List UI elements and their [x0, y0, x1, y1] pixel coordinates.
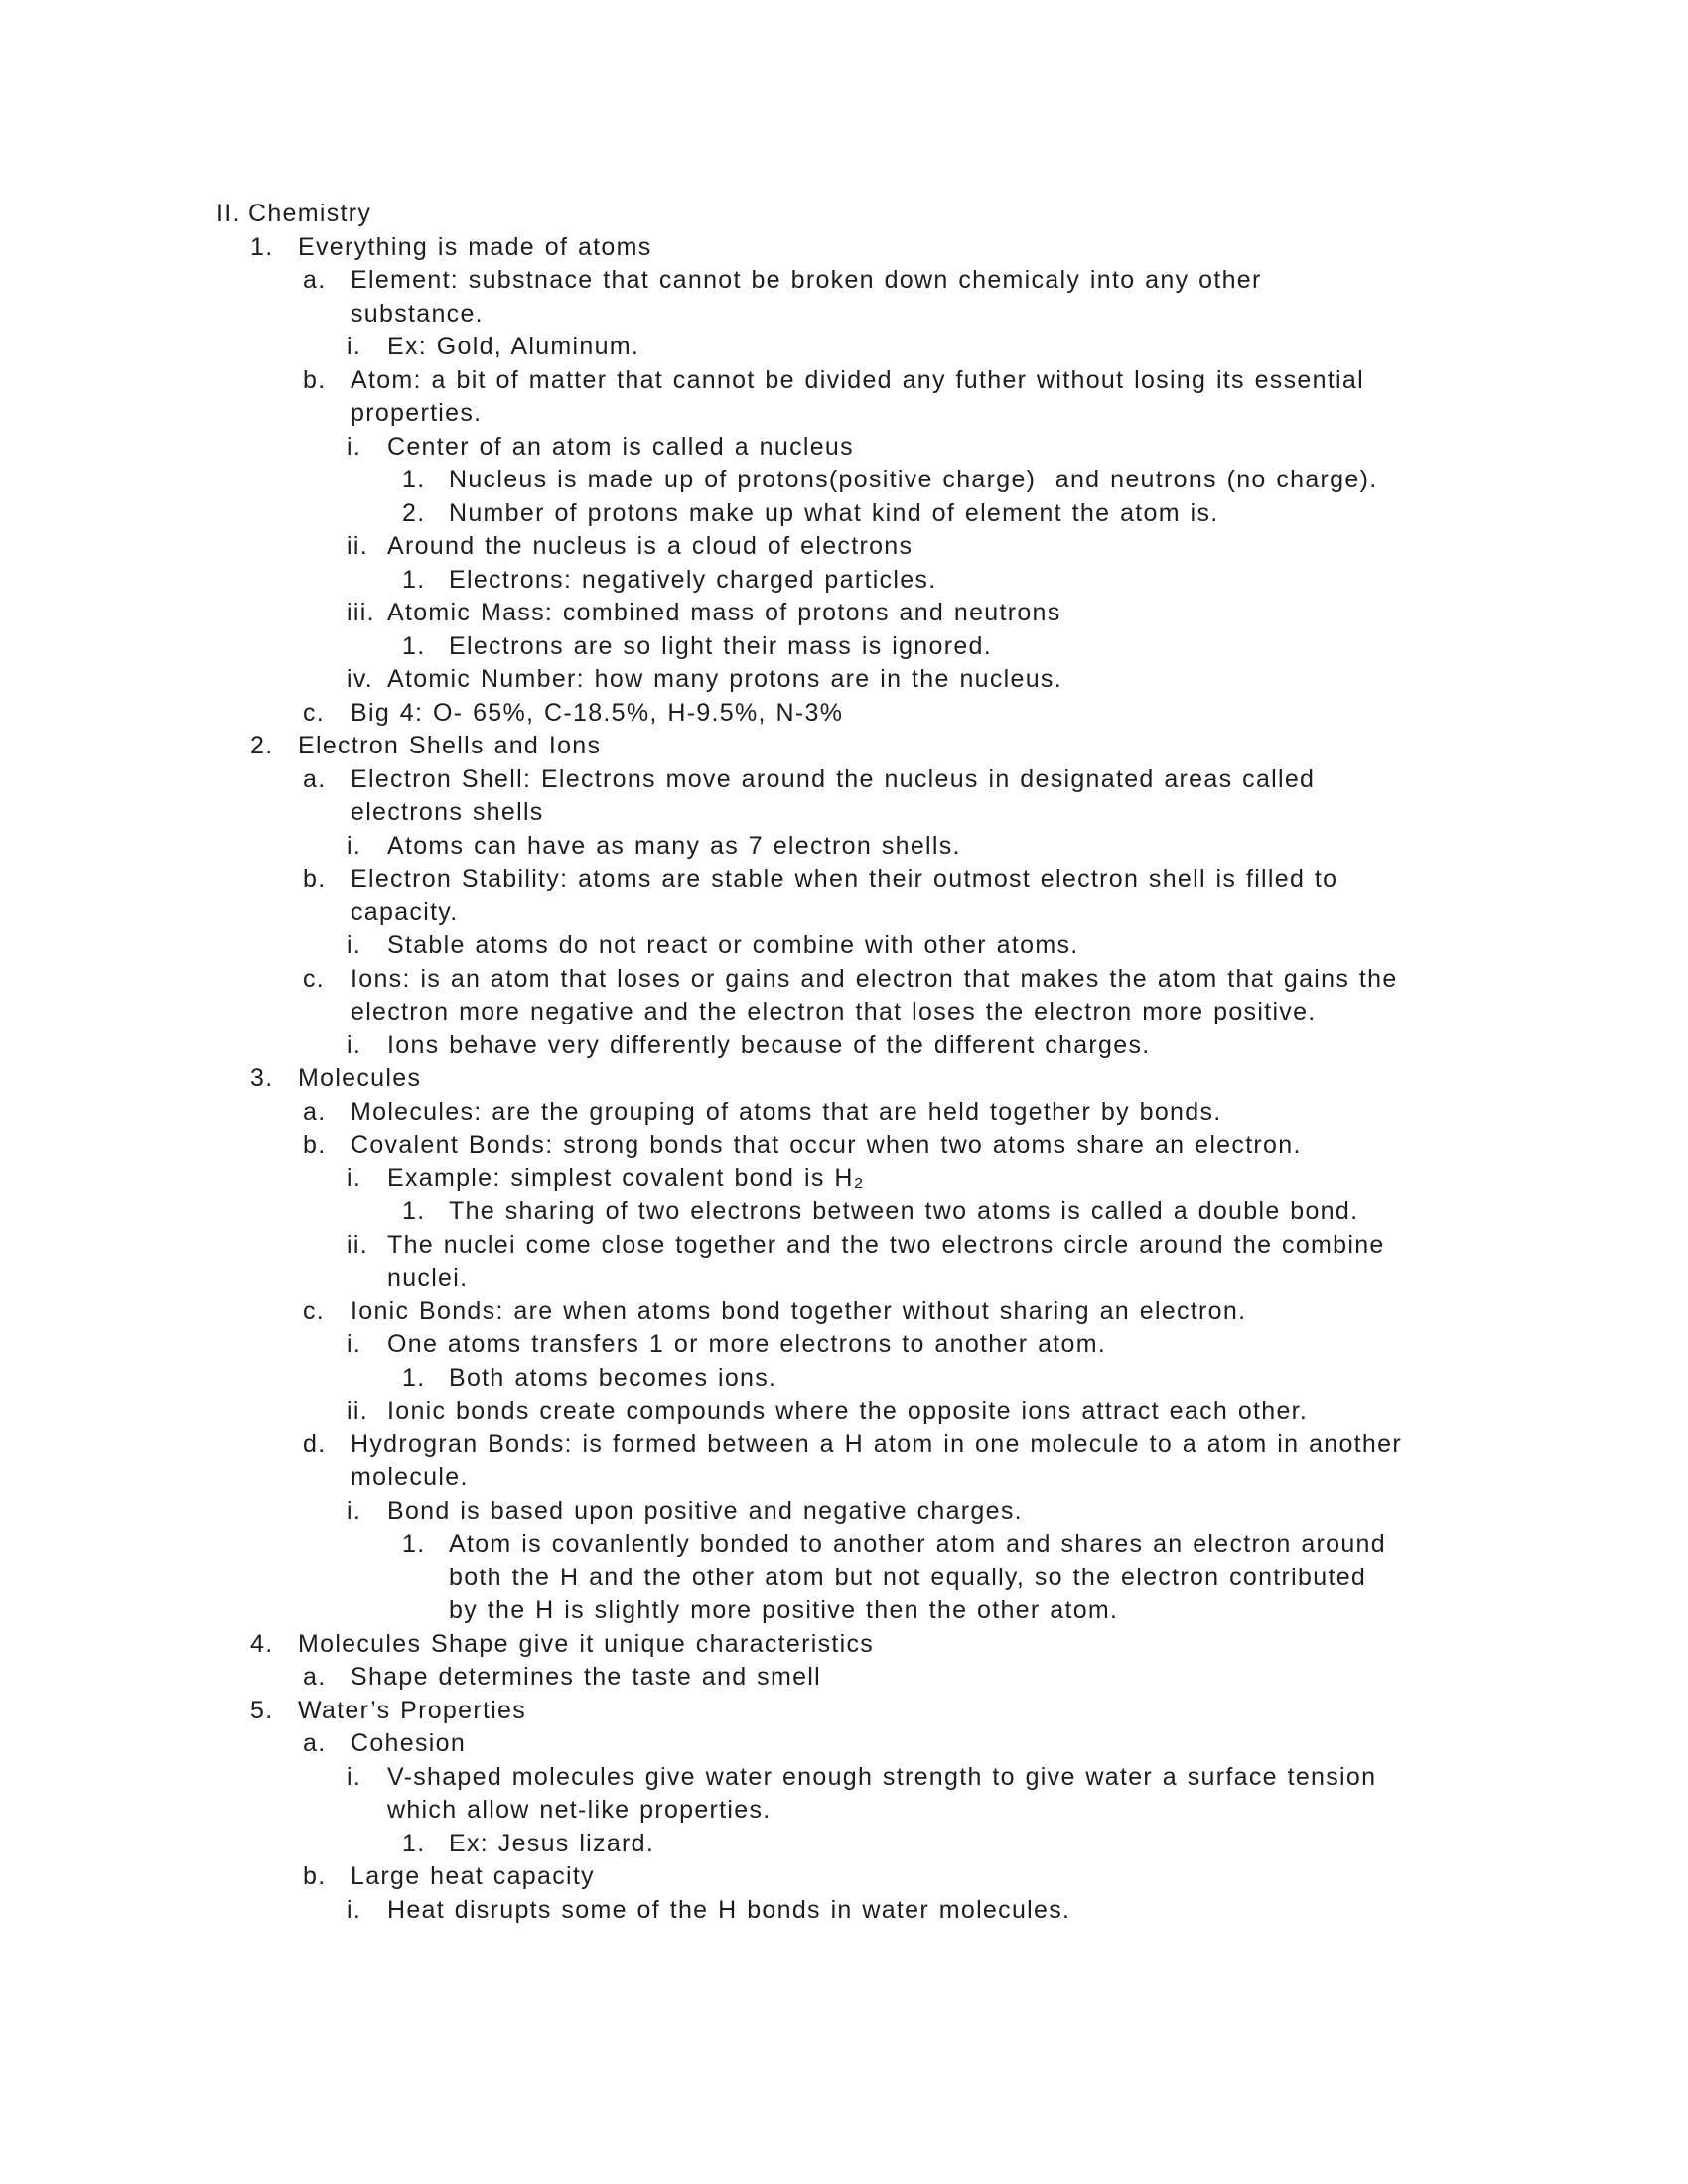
list-marker: 1.: [402, 631, 426, 660]
list-marker: a.: [303, 1097, 327, 1126]
list-marker: d.: [303, 1430, 327, 1458]
list-marker: 4.: [250, 1629, 274, 1658]
outline-text-line: properties.: [351, 399, 483, 427]
list-marker: i.: [347, 1163, 362, 1192]
outline-item: [0, 1296, 1688, 1329]
outline-text-line: Center of an atom is called a nucleus: [387, 432, 854, 461]
list-marker: 1.: [402, 1363, 426, 1392]
list-marker: 1.: [250, 232, 274, 261]
chemistry-outline: [0, 198, 1688, 1927]
outline-item: [0, 1628, 1688, 1662]
list-marker: i.: [347, 333, 362, 360]
outline-text-line: Chemistry: [248, 200, 372, 227]
outline-item: [0, 1229, 1688, 1296]
outline-item: [0, 1096, 1688, 1130]
outline-item: [0, 530, 1688, 564]
list-marker: b.: [303, 865, 327, 892]
list-marker: 5.: [250, 1696, 274, 1724]
outline-item: [0, 1528, 1688, 1628]
outline-item: [0, 663, 1688, 697]
outline-item: [0, 431, 1688, 465]
outline-text-line: Element: substnace that cannot be broken down chemicaly into any other: [351, 266, 1262, 294]
outline-item: [0, 929, 1688, 963]
outline-text-line: Both atoms becomes ions.: [449, 1363, 777, 1392]
outline-item: [0, 264, 1688, 331]
outline-text-line: Nucleus is made up of protons(positive charge) and neutrons (no charge).: [449, 466, 1378, 493]
list-marker: ii.: [347, 1230, 368, 1259]
outline-item: [0, 198, 1688, 231]
outline-text-line: Atoms can have as many as 7 electron shells.: [387, 831, 961, 860]
list-marker: 1.: [402, 565, 426, 594]
outline-text-line: Electron Shells and Ions: [298, 732, 602, 759]
outline-text-line: Heat disrupts some of the H bonds in water molecules.: [387, 1895, 1071, 1924]
outline-text-line: both the H and the other atom but not equally, so the electron contributed: [449, 1563, 1367, 1591]
outline-text-line: The sharing of two electrons between two atoms is called a double bond.: [449, 1197, 1359, 1225]
outline-text-line: Shape determines the taste and smell: [351, 1663, 821, 1691]
outline-text-line: One atoms transfers 1 or more electrons to another atom.: [387, 1330, 1107, 1358]
outline-text-line: Hydrogran Bonds: is formed between a H atom in one molecule to a atom in another: [351, 1430, 1402, 1458]
outline-item: [0, 1429, 1688, 1495]
outline-text-line: which allow net-like properties.: [387, 1796, 772, 1824]
outline-text-line: The nuclei come close together and the two electrons circle around the combine: [387, 1230, 1385, 1259]
outline-text-line: electrons shells: [351, 798, 544, 826]
outline-item: [0, 763, 1688, 830]
outline-item: [0, 963, 1688, 1029]
outline-item: [0, 1661, 1688, 1695]
outline-item: [0, 364, 1688, 431]
outline-item: [0, 564, 1688, 598]
list-marker: b.: [303, 365, 327, 394]
outline-text-line: Molecules: are the grouping of atoms that are held together by bonds.: [351, 1097, 1222, 1126]
outline-text-line: Ex: Jesus lizard.: [449, 1829, 655, 1857]
outline-item: [0, 1362, 1688, 1396]
list-marker: 2.: [250, 732, 274, 759]
list-marker: 2.: [402, 498, 426, 527]
outline-item: [0, 1029, 1688, 1063]
outline-item: [0, 497, 1688, 531]
list-marker: i.: [347, 1895, 362, 1924]
list-marker: i.: [347, 1762, 362, 1791]
list-marker: 1.: [402, 1197, 426, 1225]
outline-item: [0, 597, 1688, 630]
list-marker: II.: [216, 200, 241, 227]
outline-text-line: Ions behave very differently because of the different charges.: [387, 1030, 1151, 1059]
outline-item: [0, 464, 1688, 497]
outline-item: [0, 1761, 1688, 1828]
outline-text-line: Water’s Properties: [298, 1696, 527, 1724]
list-marker: 1.: [402, 1530, 426, 1558]
outline-text-line: Ions: is an atom that loses or gains and electron that makes the atom that gains the: [351, 964, 1398, 993]
outline-text-line: Atomic Mass: combined mass of protons and neutrons: [387, 599, 1061, 626]
outline-text-line: Molecules Shape give it unique characteristics: [298, 1629, 875, 1658]
outline-text-line: Number of protons make up what kind of element the atom is.: [449, 498, 1219, 527]
outline-item: [0, 1328, 1688, 1362]
outline-text-line: Covalent Bonds: strong bonds that occur when two atoms share an electron.: [351, 1131, 1302, 1159]
outline-text-line: Bond is based upon positive and negative charges.: [387, 1496, 1023, 1525]
list-marker: c.: [303, 698, 326, 727]
list-marker: iii.: [347, 599, 375, 626]
outline-text-line: substance.: [351, 299, 484, 328]
outline-text-line: Electron Stability: atoms are stable when their outmost electron shell is filled to: [351, 865, 1338, 892]
outline-text-line: by the H is slightly more positive then the other atom.: [449, 1596, 1119, 1624]
outline-text-line: electron more negative and the electron that loses the electron more positive.: [351, 998, 1317, 1025]
outline-item: [0, 830, 1688, 864]
list-marker: a.: [303, 764, 327, 793]
outline-item: [0, 331, 1688, 364]
outline-item: [0, 1495, 1688, 1529]
list-marker: a.: [303, 266, 327, 294]
list-marker: i.: [347, 831, 362, 860]
outline-item: [0, 697, 1688, 731]
outline-text-line: Atom is covanlently bonded to another atom and shares an electron around: [449, 1530, 1386, 1558]
outline-item: [0, 1162, 1688, 1196]
list-marker: b.: [303, 1862, 327, 1890]
outline-text-line: capacity.: [351, 897, 459, 926]
outline-text-line: Electrons are so light their mass is ignored.: [449, 631, 992, 660]
list-marker: c.: [303, 964, 326, 993]
list-marker: 1.: [402, 1829, 426, 1857]
outline-item: [0, 231, 1688, 265]
outline-text-line: Electrons: negatively charged particles.: [449, 565, 937, 594]
list-marker: ii.: [347, 1397, 368, 1425]
outline-text-line: Electron Shell: Electrons move around the nucleus in designated areas called: [351, 764, 1316, 793]
outline-text-line: Ex: Gold, Aluminum.: [387, 333, 640, 360]
outline-text-line: Big 4: O- 65%, C-18.5%, H-9.5%, N-3%: [351, 698, 844, 727]
outline-item: [0, 1129, 1688, 1162]
outline-item: [0, 1727, 1688, 1761]
list-marker: i.: [347, 931, 362, 959]
outline-item: [0, 1860, 1688, 1894]
outline-text-line: Atom: a bit of matter that cannot be divided any futher without losing its essential: [351, 365, 1364, 394]
list-marker: 1.: [402, 466, 426, 493]
outline-text-line: Atomic Number: how many protons are in the nucleus.: [387, 665, 1062, 693]
outline-item: [0, 1894, 1688, 1928]
outline-item: [0, 730, 1688, 763]
list-marker: a.: [303, 1663, 327, 1691]
list-marker: b.: [303, 1131, 327, 1159]
list-marker: 3.: [250, 1064, 274, 1092]
outline-item: [0, 630, 1688, 664]
list-marker: i.: [347, 1030, 362, 1059]
outline-text-line: Example: simplest covalent bond is H₂: [387, 1163, 865, 1192]
outline-text-line: Molecules: [298, 1064, 422, 1092]
outline-item: [0, 1695, 1688, 1728]
outline-text-line: Cohesion: [351, 1729, 467, 1757]
list-marker: iv.: [347, 665, 374, 693]
outline-text-line: V-shaped molecules give water enough strength to give water a surface tension: [387, 1762, 1377, 1791]
outline-item: [0, 1195, 1688, 1229]
outline-item: [0, 1062, 1688, 1096]
list-marker: c.: [303, 1297, 326, 1325]
list-marker: ii.: [347, 532, 368, 560]
outline-text-line: Ionic bonds create compounds where the opposite ions attract each other.: [387, 1397, 1309, 1425]
outline-text-line: Everything is made of atoms: [298, 232, 652, 261]
outline-text-line: Ionic Bonds: are when atoms bond together without sharing an electron.: [351, 1297, 1247, 1325]
outline-item: [0, 1828, 1688, 1861]
list-marker: a.: [303, 1729, 327, 1757]
outline-text-line: Around the nucleus is a cloud of electrons: [387, 532, 914, 560]
outline-text-line: molecule.: [351, 1463, 469, 1491]
list-marker: i.: [347, 432, 362, 461]
outline-item: [0, 863, 1688, 929]
list-marker: i.: [347, 1496, 362, 1525]
outline-text-line: Stable atoms do not react or combine with other atoms.: [387, 931, 1079, 959]
outline-item: [0, 1395, 1688, 1429]
outline-text-line: nuclei.: [387, 1264, 469, 1292]
list-marker: i.: [347, 1330, 362, 1358]
outline-text-line: Large heat capacity: [351, 1862, 595, 1890]
